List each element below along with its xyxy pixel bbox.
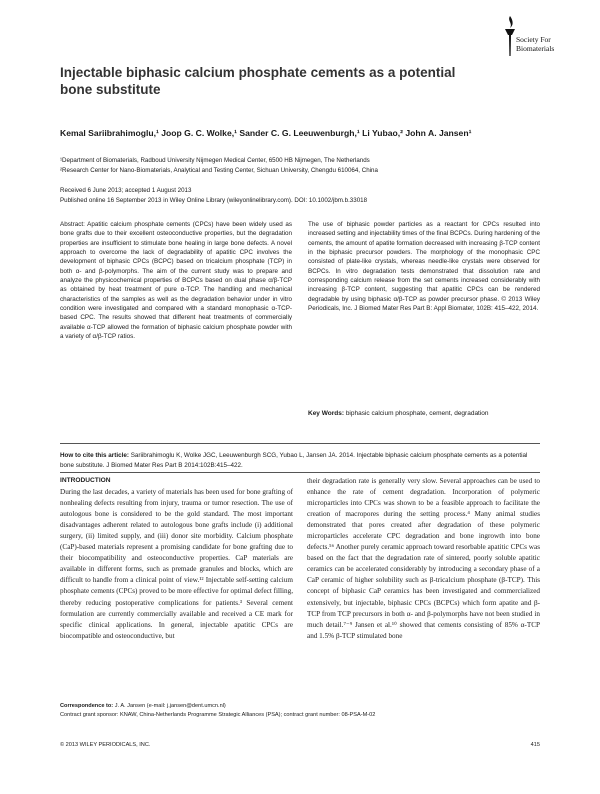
intro-right-column [307,476,540,642]
corr-text: J. A. Jansen (e-mail: j.jansen@dent.umcn.nl) [114,703,226,709]
publication-dates [60,186,550,205]
article-title: Injectable biphasic calcium phosphate cements as a potential bone substitute [60,65,456,97]
citation [60,451,540,470]
logo-line1: Society For [516,35,551,44]
affiliation-1: ¹Department of Biomaterials, Radboud University Nijmegen Medical Center, 6500 HB Nijmegen, The Netherlands [60,157,370,164]
society-logo [502,14,572,64]
received-date: Received 6 June 2013; accepted 1 August 2013 [60,187,192,194]
grant-info: Contract grant sponsor: KNAW, China-Netherlands Programme Strategic Alliances (PSA); contract grant number: 08-PSA-M-02 [60,711,376,718]
abstract-right: The use of biphasic powder particles as a reactant for CPCs resulted into increased setting and injectability times of the final BCPCs. During hardening of the cements, the amount of apatite formation decreased with increasing β-TCP content in the biphasic precursor powders. The morphology of the monophasic CPC consisted of plate-like crystals, whereas needle-like crystals were observed for BCPCs. In vitro degradation tests demonstrated that dissolution rate and corresponding calcium release from the set cements increased considerably with increasing β-TCP content, suggesting that apatitic CPCs can be rendered degradable by using biphasic α/β-TCP as powder precursor phase. © 2013 Wiley Periodicals, Inc. J Biomed Mater Res Part B: Appl Biomater, 102B: 415–422, 2014. [308,221,540,313]
divider-bottom [60,472,540,473]
abstract-left: Abstract: Apatitic calcium phosphate cements (CPCs) have been widely used as bone grafts due to their excellent osteoconductive properties, but the degradation properties are insufficient to stimulate bone healing in large bone defects. A novel approach to overcome the lack of degradability of apatitic CPC involves the development of biphasic CPCs (BCPC) based on tricalcium phosphate (TCP) in both α- and β-polymorphs. The aim of the current study was to prepare and analyze the physicochemical properties of BCPCs based on dual phase α/β-TCP as obtained by heat treatment of pure α-TCP. The handling and mechanical characteristics of the samples as well as the degradation behavior under in vitro condition were investigated and compared with a standard monophasic α-TCP-based CPC. The results showed that different heat treatments of commercially available α-TCP allowed the formation of biphasic calcium phosphate powder with a variety of α/β-TCP ratios. [60,221,292,341]
keywords-label: Key Words: [308,410,344,417]
affiliations [60,156,550,175]
author-list: Kemal Sariibrahimoglu,¹ Joop G. C. Wolke,¹ Sander C. G. Leeuwenburgh,¹ Li Yubao,² John A. Jansen¹ [60,128,472,138]
intro-heading: INTRODUCTION [60,477,111,484]
logo-text [516,36,586,53]
logo-line2: Biomaterials [516,43,555,53]
citation-text: Sariibrahimoglu K, Wolke JGC, Leeuwenburgh SCG, Yubao L, Jansen JA. 2014. Injectable biphasic calcium phosphate cements as a potential bone substitute. J Biomed Mater Res Part B 2014:102B:415–422. [60,452,528,469]
keywords [308,409,540,419]
page-number: 415 [530,742,540,748]
intro-left-column [60,475,293,642]
intro-left-text: During the last decades, a variety of materials has been used for bone grafting of nonhealing defects resulting from injury, trauma or tumor resection. The use of autologous bone is considered to be the gold standard. The most important disadvantages adherent related to autologous bone grafts include (i) additional surgery, (ii) limited supply, and (iii) donor site morbidity. Calcium phosphate (CaP)-based materials represent a promising candidate for bone grafting due to their biocompatibility and osteoconductive properties. CaP materials are available in different forms, such as premade granules and blocks, which are difficult to handle from a clinical point of view.¹² Injectable self-setting calcium phosphate cements (CPCs) proved to be more effective for optimal defect filling, thereby reducing postoperative complications for patients.³ Several cement formulation are currently commercially available and received a CE mark for specific clinical applications. In general, injectable apatitic CPCs are biocompatible and osteoconductive, but [60,488,293,640]
affiliation-2: ²Research Center for Nano-Biomaterials, Analytical and Testing Center, Sichuan University, Chengdu 610064, China [60,166,378,174]
published-info: Published online 16 September 2013 in Wiley Online Library (wileyonlinelibrary.com). DOI: 10.1002/jbm.b.33018 [60,196,368,204]
copyright-footer: © 2013 WILEY PERIODICALS, INC. [60,742,151,748]
keywords-text: biphasic calcium phosphate, cement, degradation [345,410,489,417]
correspondence [60,702,540,719]
corr-label: Correspondence to: [60,703,114,709]
intro-right-text: their degradation rate is generally very slow. Several approaches can be used to enhance the rate of cement degradation. Incorporation of polymeric microparticles into CPCs was shown to be a feasible approach to facilitate the creation of macropores during the setting process.⁴ Many animal studies demonstrated that pores created after degradation of these polymeric microparticles accelerate CPC degradation and bone ingrowth into bone defects.⁵⁶ Another purely ceramic approach toward resorbable apatitic CPCs was based on the fact that the degradation rate of sintered, poorly soluble apatitic ceramics can be accelerated considerably by introducing a secondary phase of a CaP ceramic of higher solubility such as β-tricalcium phosphate (β-TCP). This concept of biphasic CaP ceramics has been investigated and commercialized extensively, but injectable, biphasic CPCs (BCPCs) which form apatite and β-TCP from TCP precursors in both α- and β-polymorphs have not been studied in much detail.⁷⁻⁹ Jansen et al.¹⁰ showed that cements consisting of 85% α-TCP and 1.5% β-TCP stimulated bone [307,477,540,640]
divider-top [60,443,540,444]
citation-label: How to cite this article: [60,452,129,459]
